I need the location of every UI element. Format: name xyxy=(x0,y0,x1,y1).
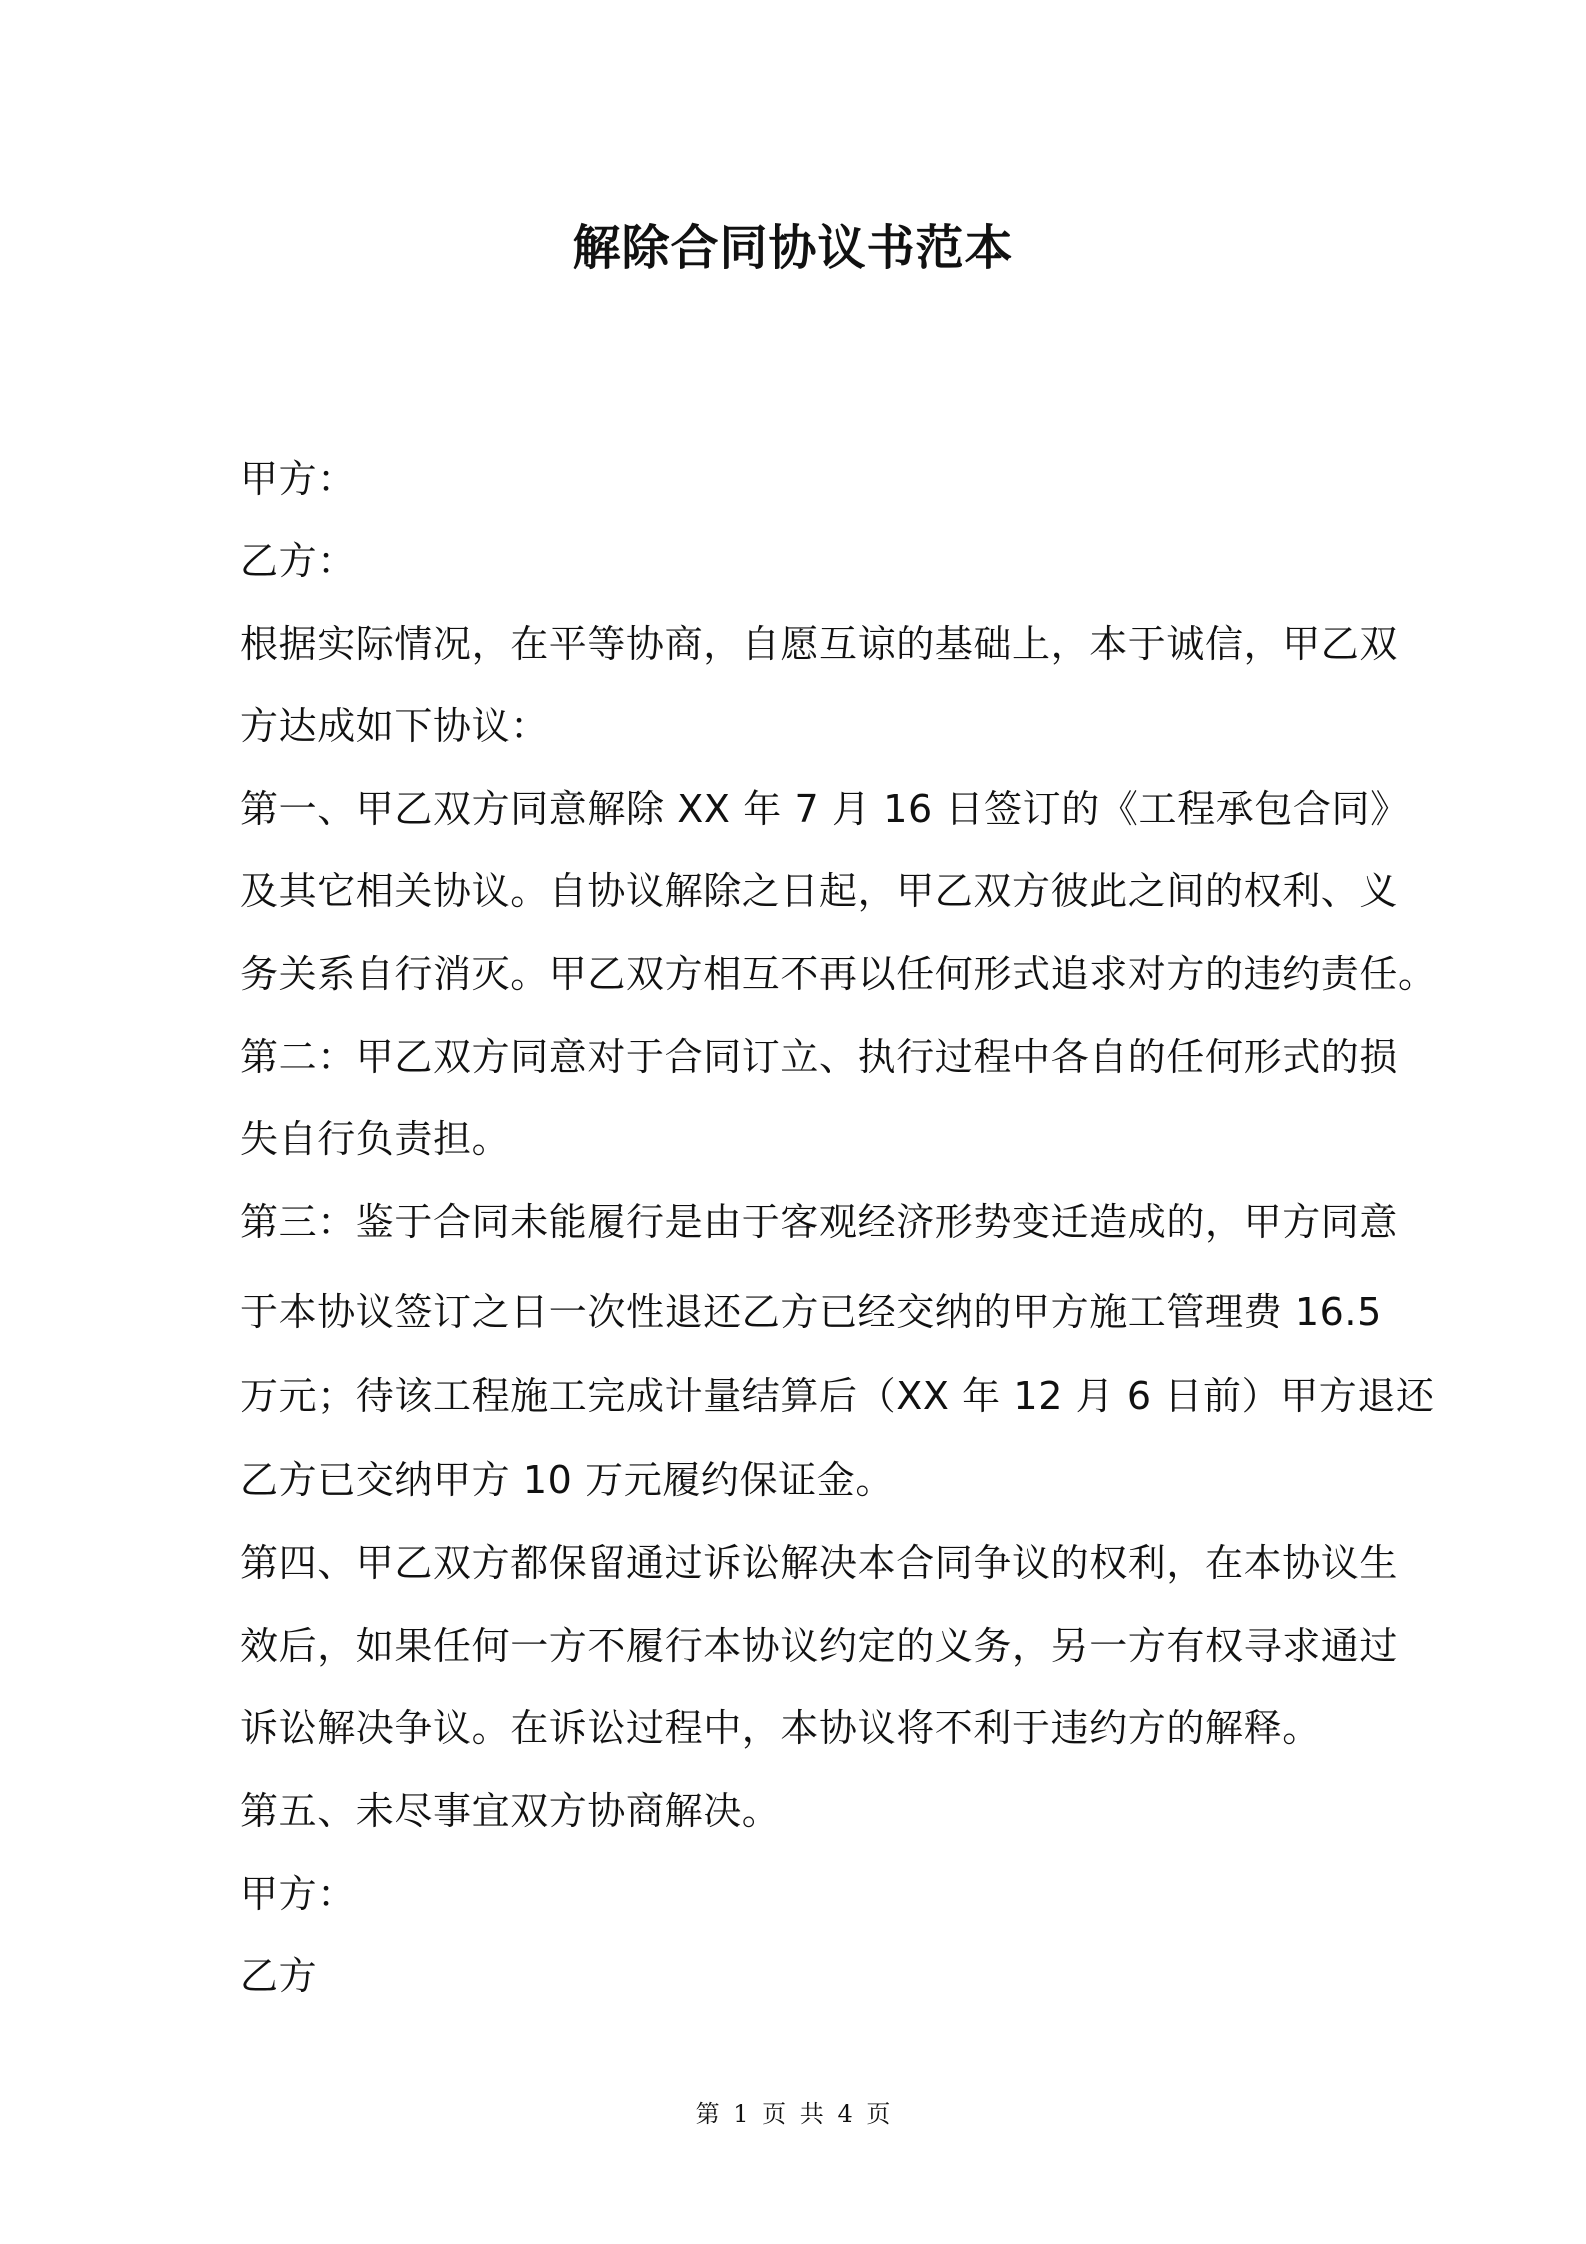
clause-4-line-3: 诉讼解决争议。在诉讼过程中，本协议将不利于违约方的解释。 xyxy=(240,1706,1321,1750)
preamble-line-2: 方达成如下协议： xyxy=(240,704,549,748)
signature-party-b: 乙方 xyxy=(240,1954,318,1998)
clause-1-line-1: 第一、甲乙双方同意解除 XX 年 7 月 16 日签订的《工程承包合同》 xyxy=(240,787,1409,831)
preamble-line-1: 根据实际情况，在平等协商，自愿互谅的基础上，本于诚信，甲乙双 xyxy=(240,622,1399,666)
page-number-footer: 第 1 页 共 4 页 xyxy=(695,2100,891,2128)
clause-3-line-2: 于本协议签订之日一次性退还乙方已经交纳的甲方施工管理费 16.5 xyxy=(240,1290,1382,1334)
party-b-label: 乙方： xyxy=(240,539,356,583)
clause-3-line-1: 第三：鉴于合同未能履行是由于客观经济形势变迁造成的，甲方同意 xyxy=(240,1200,1399,1244)
clause-2-line-1: 第二：甲乙双方同意对于合同订立、执行过程中各自的任何形式的损 xyxy=(240,1035,1399,1079)
clause-1-line-2: 及其它相关协议。自协议解除之日起，甲乙双方彼此之间的权利、义 xyxy=(240,869,1399,913)
clause-2-line-2: 失自行负责担。 xyxy=(240,1117,511,1161)
party-a-label: 甲方： xyxy=(240,457,356,501)
clause-4-line-2: 效后，如果任何一方不履行本协议约定的义务，另一方有权寻求通过 xyxy=(240,1624,1399,1668)
signature-party-a: 甲方： xyxy=(240,1872,356,1916)
clause-3-line-4: 乙方已交纳甲方 10 万元履约保证金。 xyxy=(240,1458,894,1502)
clause-1-line-3: 务关系自行消灭。甲乙双方相互不再以任何形式追求对方的违约责任。 xyxy=(240,952,1437,996)
clause-5-line-1: 第五、未尽事宜双方协商解决。 xyxy=(240,1789,781,1833)
clause-4-line-1: 第四、甲乙双方都保留通过诉讼解决本合同争议的权利，在本协议生 xyxy=(240,1541,1399,1585)
clause-3-line-3: 万元；待该工程施工完成计量结算后（XX 年 12 月 6 日前）甲方退还 xyxy=(240,1374,1435,1418)
document-title: 解除合同协议书范本 xyxy=(572,220,1014,276)
